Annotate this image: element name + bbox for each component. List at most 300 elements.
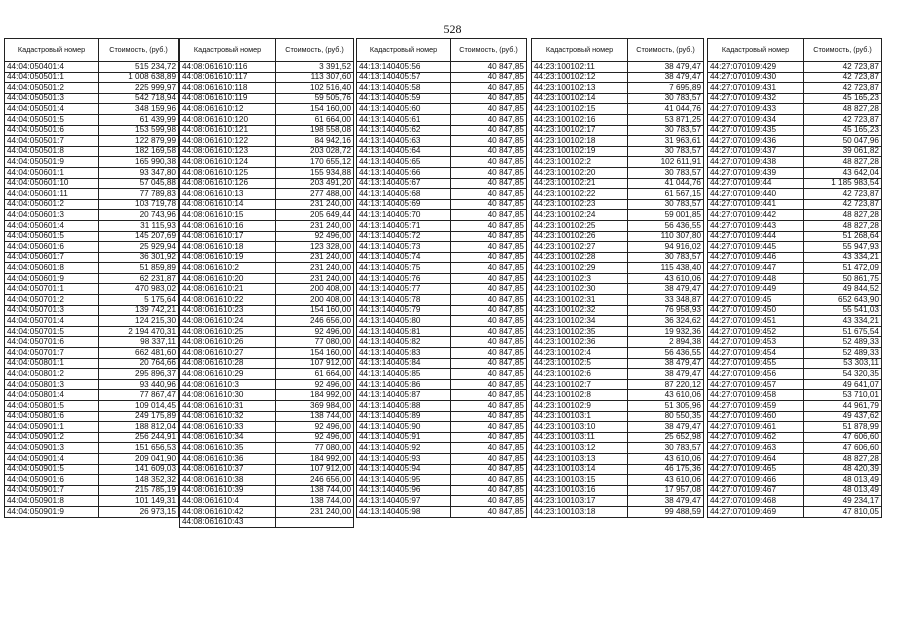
table-row (5, 83, 179, 94)
cost-cell: 31 963,61 (628, 136, 704, 147)
table-row (532, 167, 704, 178)
cost-cell: 52 489,33 (804, 337, 882, 348)
cost-cell: 30 783,57 (628, 93, 704, 104)
cost-cell: 99 488,59 (628, 506, 704, 517)
cadastral-number-cell: 44:27:070109:44 (708, 178, 804, 189)
table-row (532, 125, 704, 136)
cadastral-number-cell: 44:23:100102:21 (532, 178, 628, 189)
cost-cell: 46 175,36 (628, 464, 704, 475)
table-row (180, 432, 354, 443)
cadastral-number-cell: 44:13:140405:91 (357, 432, 451, 443)
table-row (532, 464, 704, 475)
cost-cell: 2 894,38 (628, 337, 704, 348)
table-row (5, 136, 179, 147)
cadastral-number-cell: 44:04:050701:1 (5, 284, 99, 295)
cost-cell: 48 013,49 (804, 485, 882, 496)
table-row (357, 496, 527, 507)
cost-cell: 470 983,02 (99, 284, 179, 295)
table-row (708, 199, 882, 210)
cost-cell: 184 992,00 (276, 453, 354, 464)
table-row (532, 390, 704, 401)
cadastral-number-cell: 44:08:061610:43 (180, 517, 276, 528)
cost-cell: 48 827,28 (804, 157, 882, 168)
cadastral-number-cell: 44:27:070109:452 (708, 326, 804, 337)
cost-cell: 40 847,85 (451, 464, 527, 475)
cadastral-number-cell: 44:13:140405:67 (357, 178, 451, 189)
cadastral-number-cell: 44:27:070109:460 (708, 411, 804, 422)
cost-cell: 170 655,12 (276, 157, 354, 168)
cadastral-number-cell: 44:13:140405:63 (357, 136, 451, 147)
cadastral-number-cell: 44:08:061610:13 (180, 189, 276, 200)
table-row (5, 189, 179, 200)
cadastral-number-cell: 44:04:050601:6 (5, 242, 99, 253)
cadastral-number-cell: 44:13:140405:64 (357, 146, 451, 157)
cost-cell: 38 479,47 (628, 496, 704, 507)
cost-cell: 652 643,90 (804, 295, 882, 306)
cost-cell: 231 240,00 (276, 273, 354, 284)
cadastral-number-cell: 44:04:050901:3 (5, 443, 99, 454)
cost-cell: 40 847,85 (451, 390, 527, 401)
cadastral-number-cell: 44:27:070109:449 (708, 284, 804, 295)
cost-cell: 101 149,31 (99, 496, 179, 507)
cadastral-number-cell: 44:27:070109:45 (708, 295, 804, 306)
cost-cell: 184 992,00 (276, 390, 354, 401)
table-row (708, 284, 882, 295)
cost-cell: 103 719,78 (99, 199, 179, 210)
cost-cell: 40 847,85 (451, 326, 527, 337)
cadastral-number-cell: 44:27:070109:461 (708, 422, 804, 433)
cost-cell: 31 115,93 (99, 220, 179, 231)
table-row (708, 231, 882, 242)
cost-cell: 54 320,35 (804, 369, 882, 380)
table-row (180, 316, 354, 327)
cost-cell: 45 165,23 (804, 125, 882, 136)
cadastral-number-cell: 44:08:061610:4 (180, 496, 276, 507)
cadastral-number-cell: 44:27:070109:448 (708, 273, 804, 284)
table-row (708, 178, 882, 189)
table-row (532, 273, 704, 284)
table-row (180, 125, 354, 136)
cadastral-number-cell: 44:23:100103:11 (532, 432, 628, 443)
cost-cell: 38 479,47 (628, 422, 704, 433)
table-row (5, 125, 179, 136)
cost-cell: 51 878,99 (804, 422, 882, 433)
table-row (357, 316, 527, 327)
cadastral-number-cell: 44:04:050801:3 (5, 379, 99, 390)
cadastral-number-cell: 44:04:050701:3 (5, 305, 99, 316)
cadastral-number-cell: 44:08:061610:3 (180, 379, 276, 390)
table-row (708, 422, 882, 433)
cost-cell: 55 947,93 (804, 242, 882, 253)
header-number: Кадастровый номер (532, 39, 628, 62)
table-row (357, 284, 527, 295)
cost-cell: 200 408,00 (276, 284, 354, 295)
cadastral-number-cell: 44:27:070109:447 (708, 263, 804, 274)
cost-cell: 80 550,35 (628, 411, 704, 422)
cadastral-number-cell: 44:13:140405:69 (357, 199, 451, 210)
cadastral-number-cell: 44:04:050601:3 (5, 210, 99, 221)
table-row (708, 506, 882, 517)
table-row (532, 326, 704, 337)
cost-cell: 53 303,11 (804, 358, 882, 369)
cadastral-number-cell: 44:23:100102:27 (532, 242, 628, 253)
cost-cell: 61 567,15 (628, 189, 704, 200)
table-row (532, 316, 704, 327)
table-row (708, 316, 882, 327)
cost-cell: 51 675,54 (804, 326, 882, 337)
cost-cell: 47 810,05 (804, 506, 882, 517)
table-row (532, 443, 704, 454)
cadastral-number-cell: 44:23:100102:36 (532, 337, 628, 348)
cadastral-number-cell: 44:13:140405:85 (357, 369, 451, 380)
cost-cell: 38 479,47 (628, 62, 704, 73)
cost-cell: 40 847,85 (451, 284, 527, 295)
cadastral-number-cell: 44:27:070109:444 (708, 231, 804, 242)
table-row (708, 295, 882, 306)
cadastral-number-cell: 44:13:140405:59 (357, 93, 451, 104)
cost-cell: 246 656,00 (276, 316, 354, 327)
table-row (5, 369, 179, 380)
cost-cell: 40 847,85 (451, 83, 527, 94)
cadastral-number-cell: 44:23:100102:31 (532, 295, 628, 306)
cost-cell: 25 652,98 (628, 432, 704, 443)
cadastral-number-cell: 44:27:070109:465 (708, 464, 804, 475)
cost-cell: 225 999,97 (99, 83, 179, 94)
cost-cell: 42 723,87 (804, 62, 882, 73)
table-row (180, 337, 354, 348)
cost-cell: 56 436,55 (628, 220, 704, 231)
cost-cell: 40 847,85 (451, 305, 527, 316)
cost-cell: 33 348,87 (628, 295, 704, 306)
table-row (180, 443, 354, 454)
cadastral-number-cell: 44:23:100102:16 (532, 114, 628, 125)
cost-cell: 51 268,64 (804, 231, 882, 242)
table-row (532, 295, 704, 306)
cadastral-number-cell: 44:08:061610:31 (180, 401, 276, 412)
cadastral-number-cell: 44:04:050801:2 (5, 369, 99, 380)
cost-cell: 110 307,80 (628, 231, 704, 242)
page-number: 528 (443, 22, 462, 36)
table-row (708, 379, 882, 390)
cadastral-number-cell: 44:04:050801:6 (5, 411, 99, 422)
table-row (5, 114, 179, 125)
table-row (708, 475, 882, 486)
cadastral-number-cell: 44:08:061610:126 (180, 178, 276, 189)
cost-cell: 40 847,85 (451, 295, 527, 306)
cadastral-number-cell: 44:04:050501:8 (5, 146, 99, 157)
cost-cell: 62 231,87 (99, 273, 179, 284)
table-row (5, 422, 179, 433)
cadastral-number-cell: 44:23:100102:5 (532, 358, 628, 369)
table-row (180, 167, 354, 178)
table-row (180, 348, 354, 359)
cost-cell: 215 785,19 (99, 485, 179, 496)
table-row (532, 485, 704, 496)
cadastral-number-cell: 44:08:061610:123 (180, 146, 276, 157)
cost-cell: 42 723,87 (804, 189, 882, 200)
table-row (180, 284, 354, 295)
cadastral-number-cell: 44:27:070109:430 (708, 72, 804, 83)
cost-cell: 51 305,96 (628, 401, 704, 412)
cadastral-number-cell: 44:04:050601:9 (5, 273, 99, 284)
cost-cell: 102 611,91 (628, 157, 704, 168)
table-row (5, 231, 179, 242)
cadastral-number-cell: 44:04:050901:2 (5, 432, 99, 443)
table-row (180, 146, 354, 157)
cost-cell: 17 957,08 (628, 485, 704, 496)
cost-cell: 40 847,85 (451, 199, 527, 210)
cadastral-number-cell: 44:08:061610:18 (180, 242, 276, 253)
cadastral-number-cell: 44:13:140405:86 (357, 379, 451, 390)
cost-cell: 77 080,00 (276, 443, 354, 454)
cadastral-number-cell: 44:08:061610:26 (180, 337, 276, 348)
cadastral-number-cell: 44:23:100102:7 (532, 379, 628, 390)
table-row (180, 496, 354, 507)
cost-cell: 138 744,00 (276, 411, 354, 422)
cadastral-number-cell: 44:08:061610:120 (180, 114, 276, 125)
table-row (5, 93, 179, 104)
table-row (180, 252, 354, 263)
cadastral-number-cell: 44:08:061610:29 (180, 369, 276, 380)
cadastral-number-cell: 44:23:100102:19 (532, 146, 628, 157)
cost-cell: 256 244,91 (99, 432, 179, 443)
table-row (180, 210, 354, 221)
cadastral-number-cell: 44:27:070109:467 (708, 485, 804, 496)
table-row (708, 93, 882, 104)
table-row (5, 390, 179, 401)
table-row (532, 411, 704, 422)
cadastral-number-cell: 44:04:050901:9 (5, 506, 99, 517)
cadastral-number-cell: 44:13:140405:78 (357, 295, 451, 306)
cost-cell: 92 496,00 (276, 432, 354, 443)
table-row (180, 136, 354, 147)
cadastral-number-cell: 44:27:070109:435 (708, 125, 804, 136)
table-row (532, 379, 704, 390)
cost-cell: 40 847,85 (451, 72, 527, 83)
cost-cell: 123 328,00 (276, 242, 354, 253)
cost-cell: 25 929,94 (99, 242, 179, 253)
cadastral-number-cell: 44:23:100103:15 (532, 475, 628, 486)
cost-cell: 40 847,85 (451, 252, 527, 263)
cadastral-number-cell: 44:27:070109:439 (708, 167, 804, 178)
cadastral-number-cell: 44:08:061610:36 (180, 453, 276, 464)
cost-cell: 40 847,85 (451, 273, 527, 284)
cost-cell: 94 916,02 (628, 242, 704, 253)
cost-cell: 76 958,93 (628, 305, 704, 316)
cost-cell: 138 744,00 (276, 496, 354, 507)
cadastral-number-cell: 44:13:140405:84 (357, 358, 451, 369)
table-row (180, 263, 354, 274)
table-row (180, 62, 354, 73)
table-row (5, 263, 179, 274)
table-row (532, 104, 704, 115)
table-row (180, 242, 354, 253)
table-row (357, 146, 527, 157)
cadastral-number-cell: 44:23:100102:12 (532, 72, 628, 83)
cost-cell: 53 871,25 (628, 114, 704, 125)
table-row (180, 273, 354, 284)
cadastral-number-cell: 44:23:100102:4 (532, 348, 628, 359)
cadastral-number-cell: 44:13:140405:65 (357, 157, 451, 168)
table-row (532, 83, 704, 94)
cost-cell: 30 783,57 (628, 252, 704, 263)
cost-cell: 182 169,58 (99, 146, 179, 157)
cadastral-number-cell: 44:04:050501:2 (5, 83, 99, 94)
cost-cell: 231 240,00 (276, 252, 354, 263)
table-row (357, 199, 527, 210)
cost-cell: 40 847,85 (451, 146, 527, 157)
table-row (357, 379, 527, 390)
table-row (708, 125, 882, 136)
table-row (5, 199, 179, 210)
table-row (357, 167, 527, 178)
cadastral-number-cell: 44:23:100102:34 (532, 316, 628, 327)
cadastral-number-cell: 44:27:070109:456 (708, 369, 804, 380)
cadastral-number-cell: 44:23:100102:25 (532, 220, 628, 231)
cadastral-number-cell: 44:23:100102:20 (532, 167, 628, 178)
table-row (5, 220, 179, 231)
table-row (532, 93, 704, 104)
table-row (357, 337, 527, 348)
cadastral-number-cell: 44:04:050501:6 (5, 125, 99, 136)
cost-cell: 20 743,96 (99, 210, 179, 221)
cost-cell: 141 609,03 (99, 464, 179, 475)
cost-cell: 48 827,28 (804, 220, 882, 231)
cadastral-number-cell: 44:04:050701:6 (5, 337, 99, 348)
cadastral-number-cell: 44:04:050601:2 (5, 199, 99, 210)
cadastral-number-cell: 44:13:140405:75 (357, 263, 451, 274)
table-row (357, 432, 527, 443)
cadastral-number-cell: 44:04:050501:4 (5, 104, 99, 115)
cost-cell: 153 599,98 (99, 125, 179, 136)
cadastral-number-cell: 44:13:140405:82 (357, 337, 451, 348)
cost-cell: 40 847,85 (451, 369, 527, 380)
cost-cell: 43 610,06 (628, 453, 704, 464)
cost-cell: 49 234,17 (804, 496, 882, 507)
table-row (532, 348, 704, 359)
cost-cell: 38 479,47 (628, 369, 704, 380)
table-row (5, 273, 179, 284)
table-row (180, 485, 354, 496)
table-row (357, 252, 527, 263)
header-value: Стоимость, (руб.) (99, 39, 179, 62)
cadastral-table-3 (356, 38, 527, 518)
cost-cell: 3 391,52 (276, 62, 354, 73)
cadastral-number-cell: 44:04:050601:7 (5, 252, 99, 263)
cadastral-number-cell: 44:27:070109:458 (708, 390, 804, 401)
cost-cell: 662 481,60 (99, 348, 179, 359)
table-row (5, 326, 179, 337)
header-number: Кадастровый номер (5, 39, 99, 62)
cadastral-number-cell: 44:08:061610:12 (180, 104, 276, 115)
cost-cell: 48 013,49 (804, 475, 882, 486)
cadastral-number-cell: 44:27:070109:434 (708, 114, 804, 125)
table-row (180, 369, 354, 380)
table-row (708, 443, 882, 454)
table-row (708, 358, 882, 369)
cadastral-number-cell: 44:08:061610:22 (180, 295, 276, 306)
cost-cell: 30 783,57 (628, 167, 704, 178)
header-number: Кадастровый номер (708, 39, 804, 62)
cadastral-number-cell: 44:27:070109:466 (708, 475, 804, 486)
table-row (357, 189, 527, 200)
cadastral-number-cell: 44:08:061610:33 (180, 422, 276, 433)
cost-cell: 107 912,00 (276, 358, 354, 369)
cadastral-number-cell: 44:13:140405:73 (357, 242, 451, 253)
cadastral-number-cell: 44:04:050501:9 (5, 157, 99, 168)
table-row (708, 136, 882, 147)
table-row (357, 422, 527, 433)
table-row (5, 337, 179, 348)
cadastral-number-cell: 44:23:100102:13 (532, 83, 628, 94)
cadastral-number-cell: 44:04:050501:3 (5, 93, 99, 104)
table-row (357, 83, 527, 94)
cost-cell: 48 827,28 (804, 104, 882, 115)
cost-cell: 51 859,89 (99, 263, 179, 274)
cost-cell: 40 847,85 (451, 358, 527, 369)
cadastral-number-cell: 44:04:050601:10 (5, 178, 99, 189)
cost-cell: 40 847,85 (451, 231, 527, 242)
table-row (357, 348, 527, 359)
cost-cell: 92 496,00 (276, 422, 354, 433)
table-row (357, 453, 527, 464)
cost-cell: 515 234,72 (99, 62, 179, 73)
table-row (5, 464, 179, 475)
cost-cell: 295 896,37 (99, 369, 179, 380)
table-row (5, 316, 179, 327)
table-row (532, 178, 704, 189)
cadastral-number-cell: 44:13:140405:83 (357, 348, 451, 359)
cadastral-number-cell: 44:04:050901:6 (5, 475, 99, 486)
cadastral-number-cell: 44:08:061610:119 (180, 93, 276, 104)
table-row (357, 62, 527, 73)
table-row (180, 72, 354, 83)
cadastral-number-cell: 44:13:140405:90 (357, 422, 451, 433)
cadastral-number-cell: 44:08:061610:27 (180, 348, 276, 359)
cadastral-number-cell: 44:27:070109:451 (708, 316, 804, 327)
cadastral-number-cell: 44:23:100102:6 (532, 369, 628, 380)
table-row (357, 464, 527, 475)
header-number: Кадастровый номер (357, 39, 451, 62)
cadastral-number-cell: 44:13:140405:98 (357, 506, 451, 517)
cadastral-number-cell: 44:27:070109:457 (708, 379, 804, 390)
cadastral-number-cell: 44:27:070109:443 (708, 220, 804, 231)
cadastral-number-cell: 44:27:070109:437 (708, 146, 804, 157)
table-row (357, 411, 527, 422)
table-row (5, 146, 179, 157)
cadastral-number-cell: 44:23:100102:30 (532, 284, 628, 295)
cadastral-number-cell: 44:13:140405:79 (357, 305, 451, 316)
table-row (5, 178, 179, 189)
cost-cell: 113 307,60 (276, 72, 354, 83)
cost-cell: 40 847,85 (451, 242, 527, 253)
table-row (180, 411, 354, 422)
cadastral-number-cell: 44:13:140405:81 (357, 326, 451, 337)
cost-cell: 203 028,72 (276, 146, 354, 157)
cadastral-number-cell: 44:23:100103:16 (532, 485, 628, 496)
cost-cell: 49 844,52 (804, 284, 882, 295)
cost-cell: 19 932,36 (628, 326, 704, 337)
cadastral-number-cell: 44:23:100102:2 (532, 157, 628, 168)
cost-cell: 92 496,00 (276, 379, 354, 390)
cadastral-number-cell: 44:23:100103:12 (532, 443, 628, 454)
table-row (180, 189, 354, 200)
cost-cell: 43 610,06 (628, 475, 704, 486)
cadastral-number-cell: 44:27:070109:436 (708, 136, 804, 147)
cost-cell: 61 664,00 (276, 369, 354, 380)
cadastral-number-cell: 44:13:140405:80 (357, 316, 451, 327)
table-row (708, 114, 882, 125)
